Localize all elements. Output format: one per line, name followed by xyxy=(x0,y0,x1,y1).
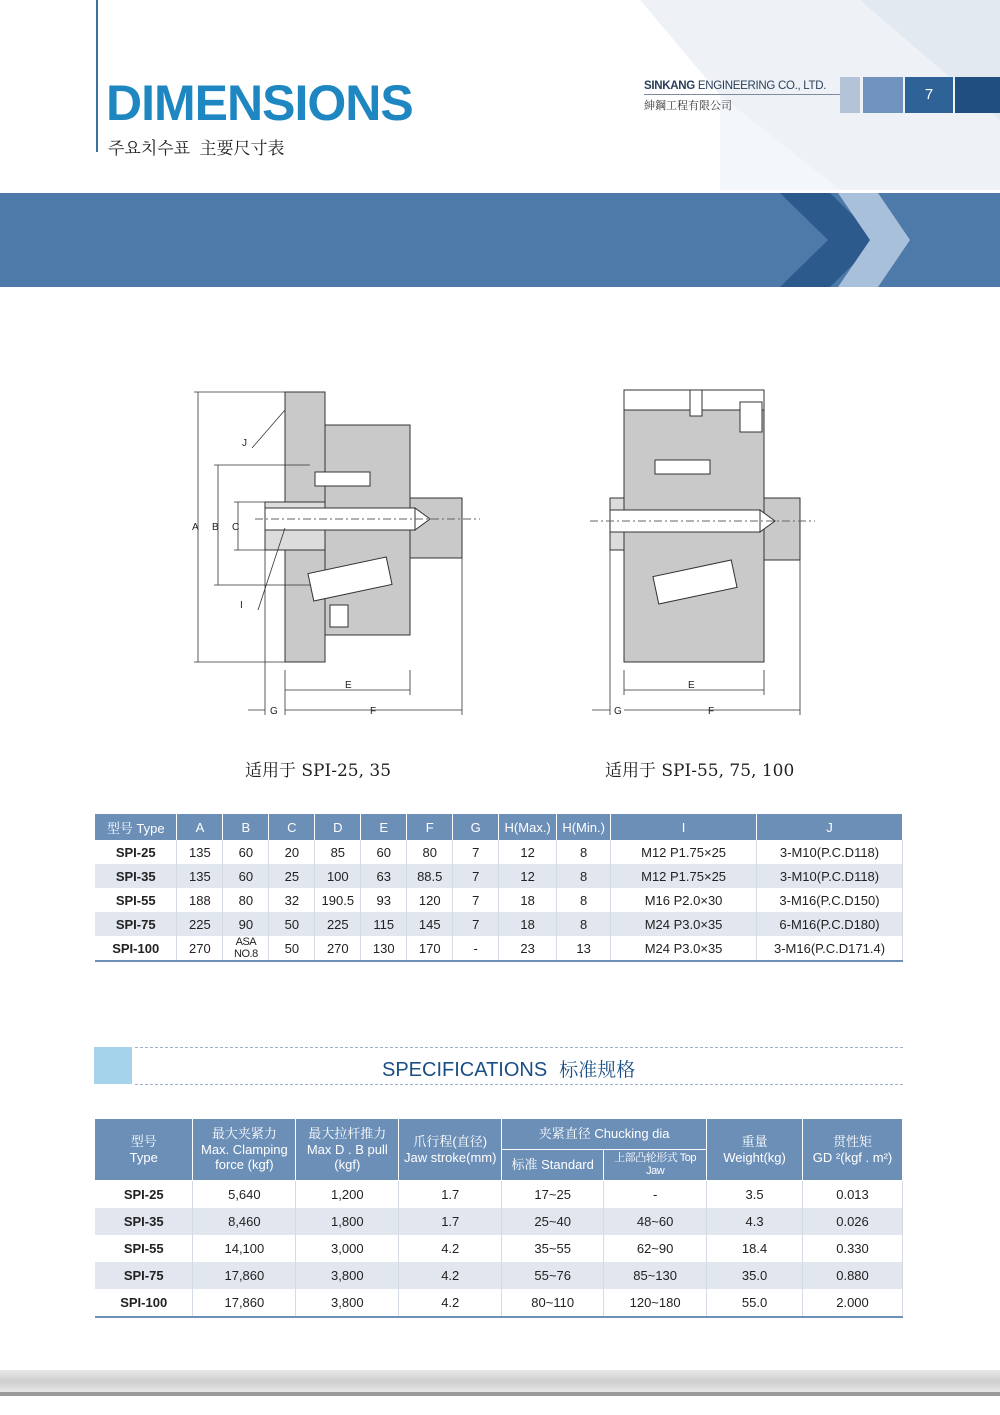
table-cell: 3-M16(P.C.D171.4) xyxy=(757,936,903,961)
table-cell: M12 P1.75×25 xyxy=(611,864,757,888)
col-header-chucking: 夹紧直径 Chucking dia xyxy=(502,1119,707,1150)
diagram-caption-right: 适用于 SPI-55, 75, 100 xyxy=(605,761,795,781)
col-header-weight: 重量 Weight(kg) xyxy=(707,1119,803,1181)
table-cell: 100 xyxy=(315,864,361,888)
table-cell: 5,640 xyxy=(193,1181,296,1209)
table-row xyxy=(95,888,903,912)
table-cell: SPI-35 xyxy=(95,1208,193,1235)
col-header-clamping: 最大夹紧力 Max. Clamping force (kgf) xyxy=(193,1119,296,1181)
table-cell: 17,860 xyxy=(193,1289,296,1317)
table-cell: 8 xyxy=(557,864,611,888)
table-cell: SPI-75 xyxy=(95,912,177,936)
table-cell: 8 xyxy=(557,912,611,936)
table-cell: 20 xyxy=(269,840,315,864)
spec-header-row xyxy=(95,1119,903,1150)
table-cell: M16 P2.0×30 xyxy=(611,888,757,912)
table-cell: 60 xyxy=(223,840,269,864)
dim-label-f: F xyxy=(708,706,715,717)
table-cell: 18.4 xyxy=(707,1235,803,1262)
table-row xyxy=(95,936,903,961)
col-header: 型号 Type xyxy=(95,814,177,840)
table-row xyxy=(95,1181,903,1209)
dim-label-j: J xyxy=(242,438,247,449)
header-vertical-line xyxy=(96,0,98,152)
table-cell: 2.000 xyxy=(803,1289,903,1317)
col-header: F xyxy=(407,814,453,840)
table-cell: 8 xyxy=(557,840,611,864)
col-header: I xyxy=(611,814,757,840)
table-cell: 3,800 xyxy=(296,1289,399,1317)
table-cell: 170 xyxy=(407,936,453,961)
dim-label-a: A xyxy=(192,522,199,533)
section-divider xyxy=(135,1084,903,1085)
dim-label-g: G xyxy=(270,706,278,717)
table-cell: 4.2 xyxy=(399,1289,502,1317)
table-row xyxy=(95,1289,903,1317)
table-cell: 63 xyxy=(361,864,407,888)
col-header: A xyxy=(177,814,223,840)
page-title: DIMENSIONS xyxy=(106,75,413,131)
table-cell: 80~110 xyxy=(502,1289,604,1317)
table-row xyxy=(95,912,903,936)
table-cell: 8 xyxy=(557,888,611,912)
table-cell: 35~55 xyxy=(502,1235,604,1262)
table-cell: 17,860 xyxy=(193,1262,296,1289)
table-cell: 90 xyxy=(223,912,269,936)
table-cell: 4.3 xyxy=(707,1208,803,1235)
table-cell: SPI-100 xyxy=(95,1289,193,1317)
col-header: E xyxy=(361,814,407,840)
col-header: D xyxy=(315,814,361,840)
table-cell: 188 xyxy=(177,888,223,912)
table-cell: SPI-55 xyxy=(95,1235,193,1262)
table-cell: 8,460 xyxy=(193,1208,296,1235)
company-name: SINKANG ENGINEERING CO., LTD. xyxy=(644,80,827,92)
table-cell: 18 xyxy=(499,888,557,912)
table-row xyxy=(95,1208,903,1235)
table-cell: 6-M16(P.C.D180) xyxy=(757,912,903,936)
table-cell: 14,100 xyxy=(193,1235,296,1262)
table-cell: 145 xyxy=(407,912,453,936)
col-header-type: 型号 Type xyxy=(95,1119,193,1181)
table-cell: 3-M10(P.C.D118) xyxy=(757,840,903,864)
page-number: 7 xyxy=(905,77,953,113)
table-cell: 120 xyxy=(407,888,453,912)
dimensions-table xyxy=(95,814,903,962)
table-cell: 0.026 xyxy=(803,1208,903,1235)
table-cell: 0.880 xyxy=(803,1262,903,1289)
section-divider xyxy=(135,1047,903,1048)
dim-label-e: E xyxy=(345,680,352,691)
table-cell: 7 xyxy=(453,912,499,936)
table-cell: 32 xyxy=(269,888,315,912)
table-cell: 4.2 xyxy=(399,1262,502,1289)
table-cell: SPI-35 xyxy=(95,864,177,888)
table-cell: 80 xyxy=(223,888,269,912)
page-subtitle: 주요치수표 主要尺寸表 xyxy=(108,139,285,158)
table-cell: SPI-75 xyxy=(95,1262,193,1289)
col-header: H(Max.) xyxy=(499,814,557,840)
footer-bar xyxy=(0,1370,1000,1392)
table-cell: 17~25 xyxy=(502,1181,604,1209)
footer-line xyxy=(0,1392,1000,1396)
table-cell: 7 xyxy=(453,888,499,912)
table-row xyxy=(95,1235,903,1262)
diagram-caption-left: 适用于 SPI-25, 35 xyxy=(245,761,392,781)
table-row xyxy=(95,864,903,888)
col-header-pull: 最大拉杆推力 Max D . B pull (kgf) xyxy=(296,1119,399,1181)
table-cell: 115 xyxy=(361,912,407,936)
table-cell: M24 P3.0×35 xyxy=(611,936,757,961)
table-cell: 225 xyxy=(177,912,223,936)
table-cell: 7 xyxy=(453,864,499,888)
table-cell: 60 xyxy=(361,840,407,864)
dim-label-e: E xyxy=(688,680,695,691)
table-cell: 130 xyxy=(361,936,407,961)
table-cell: 1.7 xyxy=(399,1208,502,1235)
dim-label-f: F xyxy=(370,706,377,717)
header-block xyxy=(955,77,1000,113)
header-block xyxy=(863,77,903,113)
company-underline xyxy=(644,94,844,95)
table-cell: 135 xyxy=(177,840,223,864)
table-cell: 190.5 xyxy=(315,888,361,912)
section-title: SPECIFICATIONS 标准规格 xyxy=(382,1059,636,1081)
table-cell: 120~180 xyxy=(604,1289,707,1317)
col-header: C xyxy=(269,814,315,840)
section-marker xyxy=(94,1047,132,1084)
table-cell: 55.0 xyxy=(707,1289,803,1317)
table-cell: 55~76 xyxy=(502,1262,604,1289)
table-cell: 80 xyxy=(407,840,453,864)
table-row xyxy=(95,840,903,864)
table-cell: 25~40 xyxy=(502,1208,604,1235)
col-header-stroke: 爪行程(直径) Jaw stroke(mm) xyxy=(399,1119,502,1181)
table-cell: - xyxy=(604,1181,707,1209)
table-cell: 50 xyxy=(269,912,315,936)
company-name-cn: 紳鋼工程有限公司 xyxy=(644,99,732,112)
col-header-standard: 标准 Standard xyxy=(502,1150,604,1181)
table-cell: 60 xyxy=(223,864,269,888)
table-cell: 0.330 xyxy=(803,1235,903,1262)
table-cell: 270 xyxy=(177,936,223,961)
col-header: H(Min.) xyxy=(557,814,611,840)
table-cell: 23 xyxy=(499,936,557,961)
chuck-diagram-left xyxy=(180,380,490,720)
table-cell: SPI-55 xyxy=(95,888,177,912)
dimensions-header-row xyxy=(95,814,903,840)
col-header: B xyxy=(223,814,269,840)
table-cell: 3,800 xyxy=(296,1262,399,1289)
table-cell: 18 xyxy=(499,912,557,936)
col-header-topjaw: 上部凸轮形式 Top Jaw xyxy=(604,1150,707,1181)
table-cell: 13 xyxy=(557,936,611,961)
table-cell: 135 xyxy=(177,864,223,888)
table-cell: SPI-25 xyxy=(95,1181,193,1209)
col-header: J xyxy=(757,814,903,840)
table-cell: M12 P1.75×25 xyxy=(611,840,757,864)
table-cell: 225 xyxy=(315,912,361,936)
table-cell: 35.0 xyxy=(707,1262,803,1289)
table-cell: 3-M10(P.C.D118) xyxy=(757,864,903,888)
table-cell: 3,000 xyxy=(296,1235,399,1262)
table-cell: 12 xyxy=(499,864,557,888)
table-cell: ASA NO.8 xyxy=(223,936,269,961)
chuck-diagram-right xyxy=(580,380,890,720)
table-cell: 50 xyxy=(269,936,315,961)
col-header-inertia: 贯性矩 GD ²(kgf . m²) xyxy=(803,1119,903,1181)
table-row xyxy=(95,1262,903,1289)
dim-label-g: G xyxy=(614,706,622,717)
dim-label-i: I xyxy=(240,600,243,611)
table-cell: 25 xyxy=(269,864,315,888)
header-block xyxy=(840,77,860,113)
chevron-arrows-icon xyxy=(760,193,1000,287)
dim-label-b: B xyxy=(212,522,219,533)
table-cell: 0.013 xyxy=(803,1181,903,1209)
table-cell: 62~90 xyxy=(604,1235,707,1262)
table-cell: - xyxy=(453,936,499,961)
table-cell: 12 xyxy=(499,840,557,864)
table-cell: 85~130 xyxy=(604,1262,707,1289)
dim-label-c: C xyxy=(232,522,240,533)
table-cell: 93 xyxy=(361,888,407,912)
table-cell: 88.5 xyxy=(407,864,453,888)
table-cell: 85 xyxy=(315,840,361,864)
table-cell: M24 P3.0×35 xyxy=(611,912,757,936)
table-cell: 7 xyxy=(453,840,499,864)
table-cell: 3-M16(P.C.D150) xyxy=(757,888,903,912)
table-cell: 270 xyxy=(315,936,361,961)
table-cell: 4.2 xyxy=(399,1235,502,1262)
table-cell: 48~60 xyxy=(604,1208,707,1235)
table-cell: 1,200 xyxy=(296,1181,399,1209)
table-cell: 3.5 xyxy=(707,1181,803,1209)
specifications-table xyxy=(95,1119,903,1318)
table-cell: 1.7 xyxy=(399,1181,502,1209)
table-cell: SPI-25 xyxy=(95,840,177,864)
table-cell: 1,800 xyxy=(296,1208,399,1235)
col-header: G xyxy=(453,814,499,840)
table-cell: SPI-100 xyxy=(95,936,177,961)
